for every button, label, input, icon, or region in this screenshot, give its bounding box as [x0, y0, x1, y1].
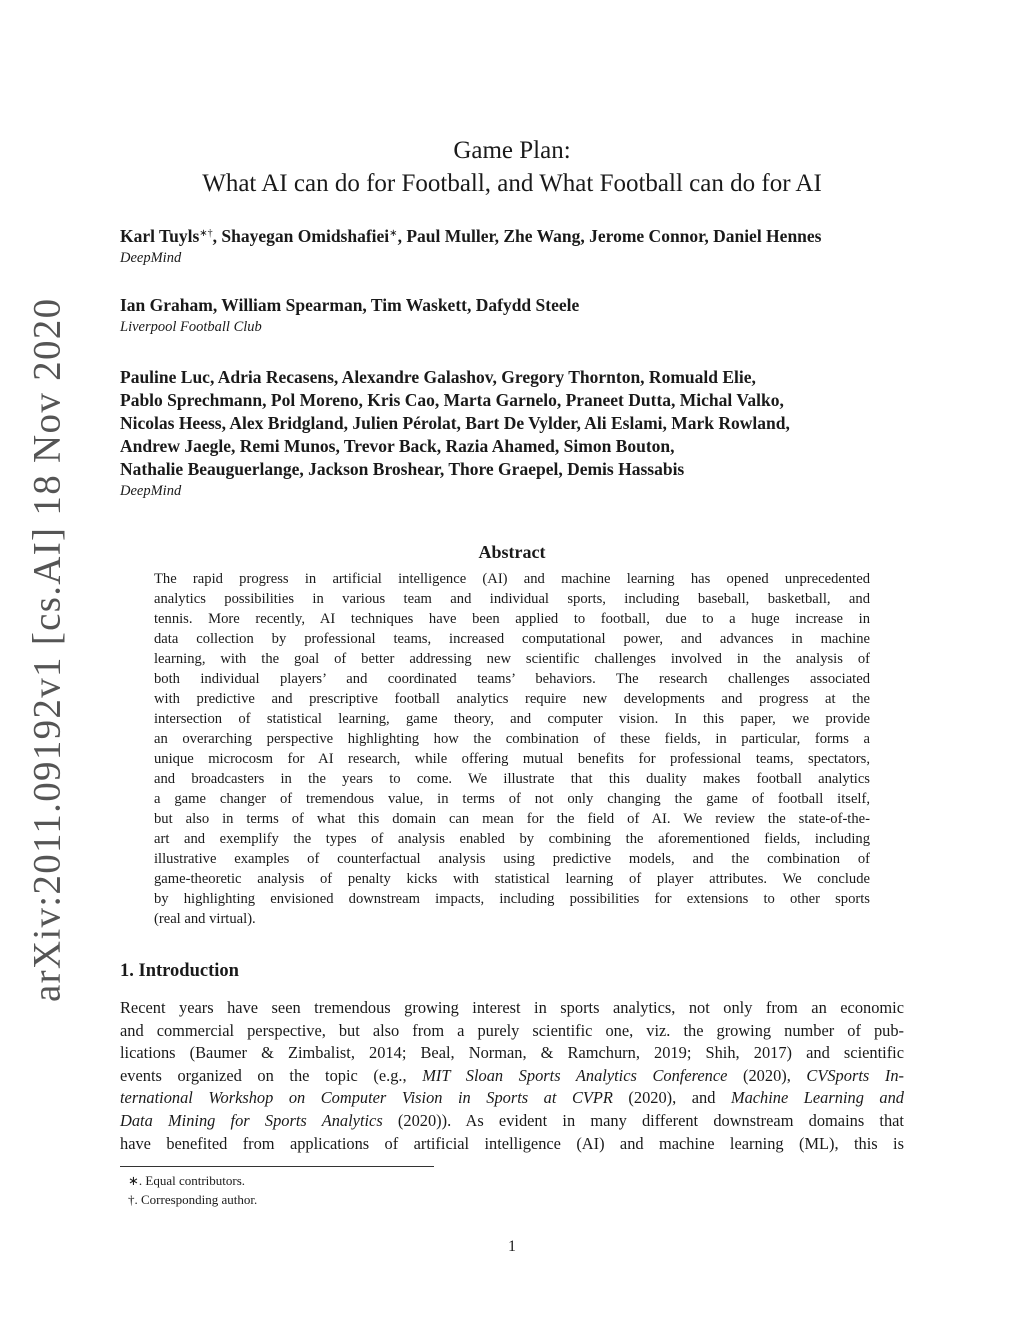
page-number: 1 — [508, 1238, 516, 1255]
abstract-line: an overarching perspective highlighting how the combination of these fields, in particular, forms a — [154, 731, 870, 747]
author-group-deepmind-1 — [120, 225, 960, 268]
footnote-equal-contributors: ∗. Equal contributors. — [128, 1173, 246, 1188]
conference-name: ternational Workshop on Computer Vision in Sports at CVPR — [120, 1088, 613, 1108]
abstract-line: with predictive and prescriptive football analytics require new developments and progress at the — [154, 691, 870, 707]
abstract-line: by highlighting envisioned downstream impacts, including possibilities for extensions to other sports — [154, 891, 870, 907]
intro-line — [120, 1087, 904, 1110]
abstract-line: a game changer of tremendous value, in terms of not only changing the game of football itself, — [154, 791, 870, 807]
abstract-line: The rapid progress in artificial intelligence (AI) and machine learning has opened unprecedented — [154, 571, 870, 587]
affiliation: DeepMind — [120, 483, 182, 499]
abstract-line: intersection of statistical learning, game theory, and computer vision. In this paper, we provide — [154, 711, 870, 727]
arxiv-identifier-stamp: arXiv:2011.09192v1 [cs.AI] 18 Nov 2020 — [25, 297, 69, 1003]
affiliation: Liverpool Football Club — [120, 319, 262, 335]
author-group-liverpool — [120, 294, 960, 337]
abstract-line: art and exemplify the types of analysis enabled by combining the aforementioned fields, including — [154, 831, 870, 847]
intro-line: lications (Baumer & Zimbalist, 2014; Beal, Norman, & Ramchurn, 2019; Shih, 2017) and scientific — [120, 1043, 904, 1063]
intro-line — [120, 1110, 904, 1133]
abstract-line: and broadcasters in the years to come. We illustrate that this duality makes football analytics — [154, 771, 870, 787]
conference-name: CVSports In- — [806, 1065, 904, 1085]
abstract-line: game-theoretic analysis of penalty kicks with statistical learning of player attributes. We conclude — [154, 871, 870, 887]
footnotes — [128, 1171, 257, 1209]
abstract-line: (real and virtual). — [154, 911, 256, 927]
conference-name: Machine Learning and — [730, 1088, 905, 1108]
abstract-line: data collection by professional teams, increased computational power, and advances in machine — [154, 631, 870, 647]
abstract-line: learning, with the goal of better addressing new scientific challenges involved in the analysis of — [154, 651, 870, 667]
author-line: Ian Graham, William Spearman, Tim Waskett, Dafydd Steele — [120, 295, 580, 315]
conference-name: Data Mining for Sports Analytics — [120, 1110, 383, 1130]
author-marks: ∗† — [199, 228, 213, 239]
author-line: Nicolas Heess, Alex Bridgland, Julien Pérolat, Bart De Vylder, Ali Eslami, Mark Rowland, — [120, 413, 790, 433]
author-line: Karl Tuyls∗†, Shayegan Omidshafiei∗, Paul Muller, Zhe Wang, Jerome Connor, Daniel Hennes — [120, 226, 822, 246]
section-heading-introduction: 1. Introduction — [120, 961, 239, 981]
paper-title — [0, 134, 1024, 200]
abstract-body — [154, 569, 870, 929]
abstract-line: both individual players’ and coordinated teams’ behaviors. The research challenges associated — [154, 671, 870, 687]
author-names-rest: , Paul Muller, Zhe Wang, Jerome Connor, Daniel Hennes — [397, 226, 822, 246]
intro-text: (2020)). As evident in many different downstream domains that — [382, 1110, 904, 1130]
author-line: Andrew Jaegle, Remi Munos, Trevor Back, Razia Ahamed, Simon Bouton, — [120, 436, 675, 456]
author-marks: ∗ — [389, 228, 398, 239]
title-line-1: Game Plan: — [453, 137, 571, 164]
affiliation: DeepMind — [120, 250, 182, 266]
abstract-line: but also in terms of what this domain can mean for the field of AI. We review the state-of-the- — [154, 811, 870, 827]
author-name: Karl Tuyls — [120, 226, 200, 246]
intro-text: events organized on the topic (e.g., — [120, 1065, 423, 1085]
author-name: Shayegan Omidshafiei — [221, 226, 390, 246]
abstract-line: analytics possibilities in various team and individual sports, including baseball, basketball, and — [154, 591, 870, 607]
intro-line: have benefited from applications of artificial intelligence (AI) and machine learning (ML), this is — [120, 1133, 904, 1153]
abstract-line: illustrative examples of counterfactual analysis using predictive models, and the combination of — [154, 851, 870, 867]
abstract-heading: Abstract — [478, 542, 546, 562]
author-group-deepmind-2 — [120, 366, 960, 501]
conference-name: MIT Sloan Sports Analytics Conference — [422, 1065, 728, 1085]
intro-line — [120, 1065, 904, 1088]
author-line: Nathalie Beauguerlange, Jackson Broshear, Thore Graepel, Demis Hassabis — [120, 459, 685, 479]
intro-text: (2020), — [727, 1065, 807, 1085]
abstract-line: unique microcosm for AI research, while offering mutual benefits for professional teams, spectators, — [154, 751, 870, 767]
title-line-2: What AI can do for Football, and What Football can do for AI — [202, 170, 822, 197]
footnote-separator — [120, 1166, 434, 1167]
intro-text: (2020), and — [612, 1088, 731, 1108]
abstract-line: tennis. More recently, AI techniques have been applied to football, due to a huge increase in — [154, 611, 870, 627]
author-line: Pauline Luc, Adria Recasens, Alexandre Galashov, Gregory Thornton, Romuald Elie, — [120, 367, 756, 387]
author-line: Pablo Sprechmann, Pol Moreno, Kris Cao, Marta Garnelo, Praneet Dutta, Michal Valko, — [120, 390, 784, 410]
intro-line: Recent years have seen tremendous growing interest in sports analytics, not only from an economic — [120, 998, 904, 1017]
introduction-body — [120, 997, 904, 1155]
footnote-corresponding-author: †. Corresponding author. — [128, 1192, 258, 1207]
intro-line: and commercial perspective, but also from a purely scientific one, viz. the growing number of pub- — [120, 1020, 904, 1040]
